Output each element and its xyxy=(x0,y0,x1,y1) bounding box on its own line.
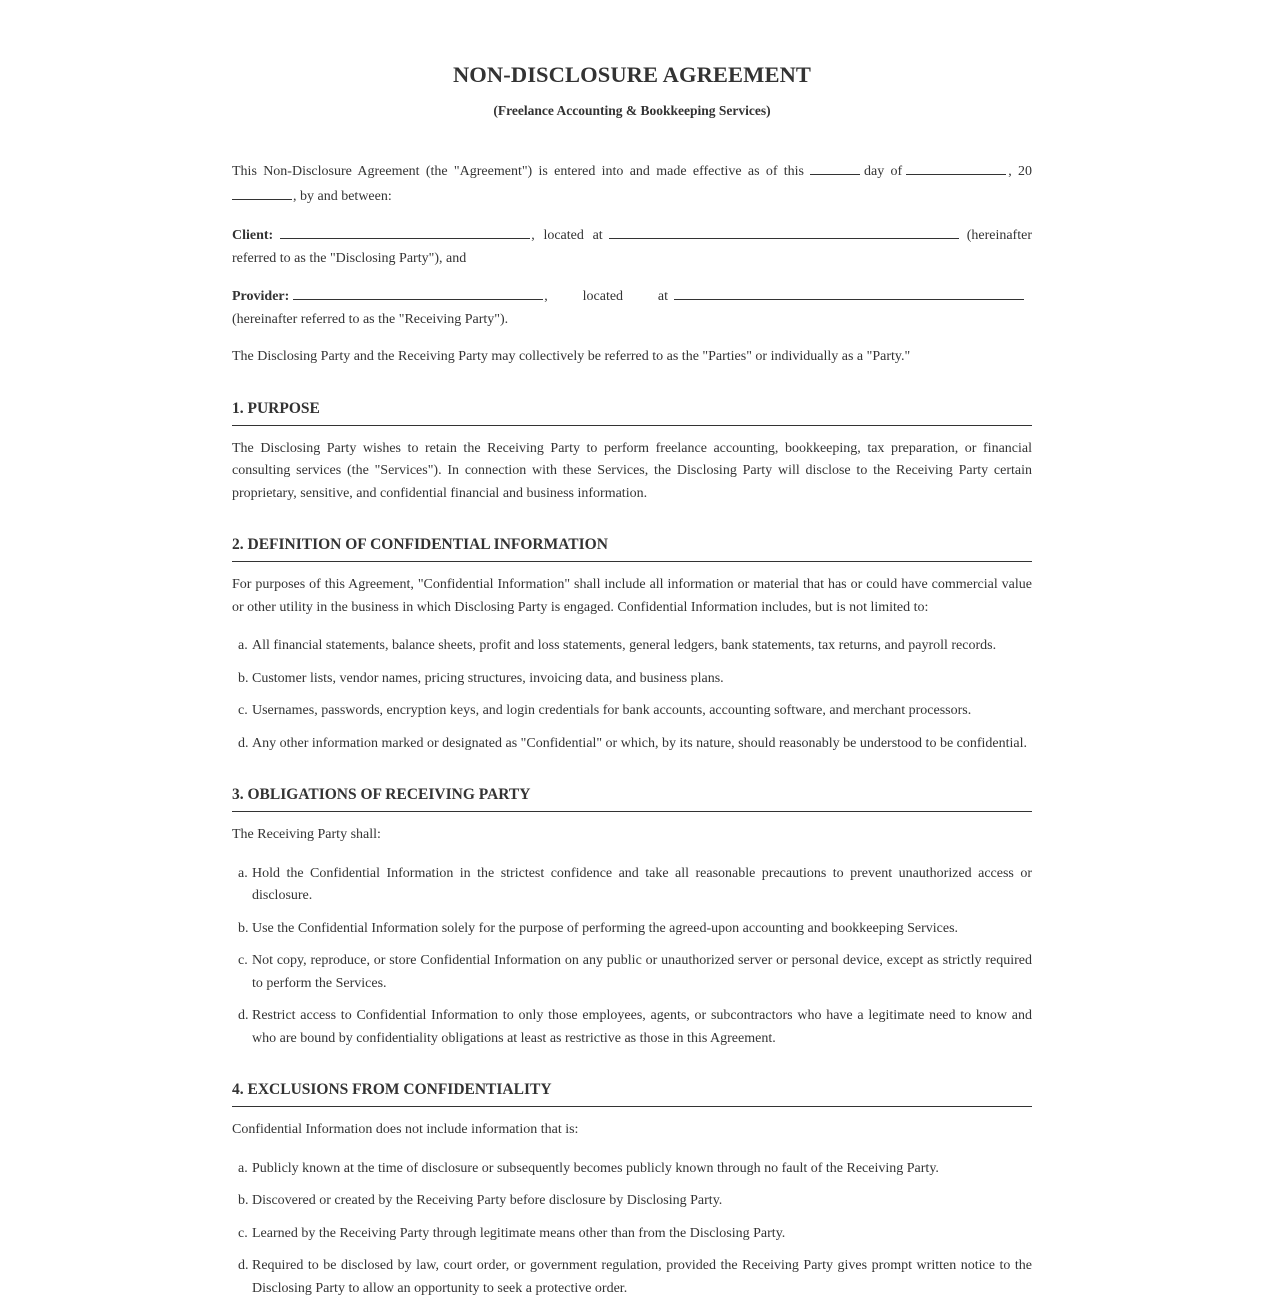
list-marker: d. xyxy=(238,1255,249,1278)
list-item xyxy=(232,863,1032,908)
provider-label: Provider: xyxy=(232,289,289,304)
list-item-text: All financial statements, balance sheets, profit and loss statements, general ledgers, bank statements, tax returns, and payroll records. xyxy=(252,638,996,653)
list-marker: a. xyxy=(238,635,248,658)
client-label: Client: xyxy=(232,228,273,243)
list-item-text: Restrict access to Confidential Information to only those employees, agents, or subcontractors who have a legitimate need to know and who are bound by confidentiality obligations at least as restrictive as those in this Agreement. xyxy=(252,1008,1032,1046)
list-item-text: Discovered or created by the Receiving Party before disclosure by Disclosing Party. xyxy=(252,1193,722,1208)
list-item-text: Usernames, passwords, encryption keys, and login credentials for bank accounts, accounting software, and merchant processors. xyxy=(252,703,971,718)
collective-paragraph: The Disclosing Party and the Receiving Party may collectively be referred to as the "Parties" or individually as a "Party." xyxy=(232,346,1032,369)
list-item xyxy=(232,700,1032,723)
intro-paragraph xyxy=(232,159,1032,208)
provider-hereinafter: (hereinafter referred to as the "Receiving Party"). xyxy=(232,312,508,327)
section-1-heading: 1. PURPOSE xyxy=(232,398,1032,426)
list-item-text: Publicly known at the time of disclosure or subsequently becomes publicly known through no fault of the Receiving Party. xyxy=(252,1161,939,1176)
document-page xyxy=(232,0,1032,1300)
section-4-list xyxy=(232,1158,1032,1300)
client-name-blank[interactable] xyxy=(280,223,530,239)
list-item-text: Customer lists, vendor names, pricing structures, invoicing data, and business plans. xyxy=(252,671,724,686)
month-blank[interactable] xyxy=(906,159,1006,175)
list-item xyxy=(232,635,1032,658)
list-item xyxy=(232,1158,1032,1181)
provider-located-at: , located at xyxy=(544,289,668,304)
list-item-text: Learned by the Receiving Party through legitimate means other than from the Disclosing Party. xyxy=(252,1226,785,1241)
provider-address-blank[interactable] xyxy=(674,284,1024,300)
list-item-text: Required to be disclosed by law, court order, or government regulation, provided the Receiving Party gives prompt written notice to the Disclosing Party to allow an opportunity to seek a protective order. xyxy=(252,1258,1032,1296)
section-1-body: The Disclosing Party wishes to retain the Receiving Party to perform freelance accounting, bookkeeping, tax preparation, or financial consulting services (the "Services"). In connection with these Services, the Disclosing Party will disclose to the Receiving Party certain proprietary, sensitive, and confidential financial and business information. xyxy=(232,438,1032,506)
client-address-blank[interactable] xyxy=(609,223,959,239)
list-item-text: Hold the Confidential Information in the strictest confidence and take all reasonable precautions to prevent unauthorized access or disclosure. xyxy=(252,866,1032,904)
list-item xyxy=(232,668,1032,691)
provider-name-blank[interactable] xyxy=(293,284,543,300)
client-located-at: , located at xyxy=(531,228,602,243)
intro-text-3: , 20 xyxy=(1008,164,1032,179)
client-paragraph xyxy=(232,223,1032,270)
day-blank[interactable] xyxy=(810,159,860,175)
list-item-text: Any other information marked or designated as "Confidential" or which, by its nature, should reasonably be understood to be confidential. xyxy=(252,736,1027,751)
list-marker: b. xyxy=(238,668,249,691)
intro-text-4: , by and between: xyxy=(293,189,392,204)
list-marker: a. xyxy=(238,1158,248,1181)
list-item xyxy=(232,733,1032,756)
list-item xyxy=(232,1223,1032,1246)
section-2-body: For purposes of this Agreement, "Confidential Information" shall include all information or material that has or could have commercial value or other utility in the business in which Disclosing Party is engaged. Confidential Information includes, but is not limited to: xyxy=(232,574,1032,619)
list-marker: a. xyxy=(238,863,248,886)
section-3-list xyxy=(232,863,1032,1051)
list-item xyxy=(232,1255,1032,1300)
provider-paragraph xyxy=(232,284,1032,331)
list-item-text: Not copy, reproduce, or store Confidential Information on any public or unauthorized server or personal device, except as strictly required to perform the Services. xyxy=(252,953,1032,991)
list-item xyxy=(232,918,1032,941)
list-item xyxy=(232,1190,1032,1213)
list-item xyxy=(232,1005,1032,1050)
intro-text-2: day of xyxy=(864,164,902,179)
list-item-text: Use the Confidential Information solely for the purpose of performing the agreed-upon accounting and bookkeeping Services. xyxy=(252,921,958,936)
section-3-body: The Receiving Party shall: xyxy=(232,824,1032,847)
list-marker: d. xyxy=(238,1005,249,1028)
section-4-heading: 4. EXCLUSIONS FROM CONFIDENTIALITY xyxy=(232,1079,1032,1107)
list-item xyxy=(232,950,1032,995)
list-marker: b. xyxy=(238,918,249,941)
list-marker: c. xyxy=(238,950,248,973)
document-subtitle: (Freelance Accounting & Bookkeeping Services) xyxy=(232,101,1032,121)
section-2-heading: 2. DEFINITION OF CONFIDENTIAL INFORMATION xyxy=(232,534,1032,562)
client-hereinafter: (hereinafter referred to as the "Disclosing Party"), and xyxy=(232,228,1032,266)
list-marker: c. xyxy=(238,700,248,723)
section-3-heading: 3. OBLIGATIONS OF RECEIVING PARTY xyxy=(232,784,1032,812)
section-4-body: Confidential Information does not include information that is: xyxy=(232,1119,1032,1142)
list-marker: c. xyxy=(238,1223,248,1246)
document-title: NON-DISCLOSURE AGREEMENT xyxy=(232,60,1032,90)
section-2-list xyxy=(232,635,1032,755)
list-marker: b. xyxy=(238,1190,249,1213)
year-blank[interactable] xyxy=(232,184,292,200)
intro-text-1: This Non-Disclosure Agreement (the "Agreement") is entered into and made effective as of this xyxy=(232,164,804,179)
list-marker: d. xyxy=(238,733,249,756)
